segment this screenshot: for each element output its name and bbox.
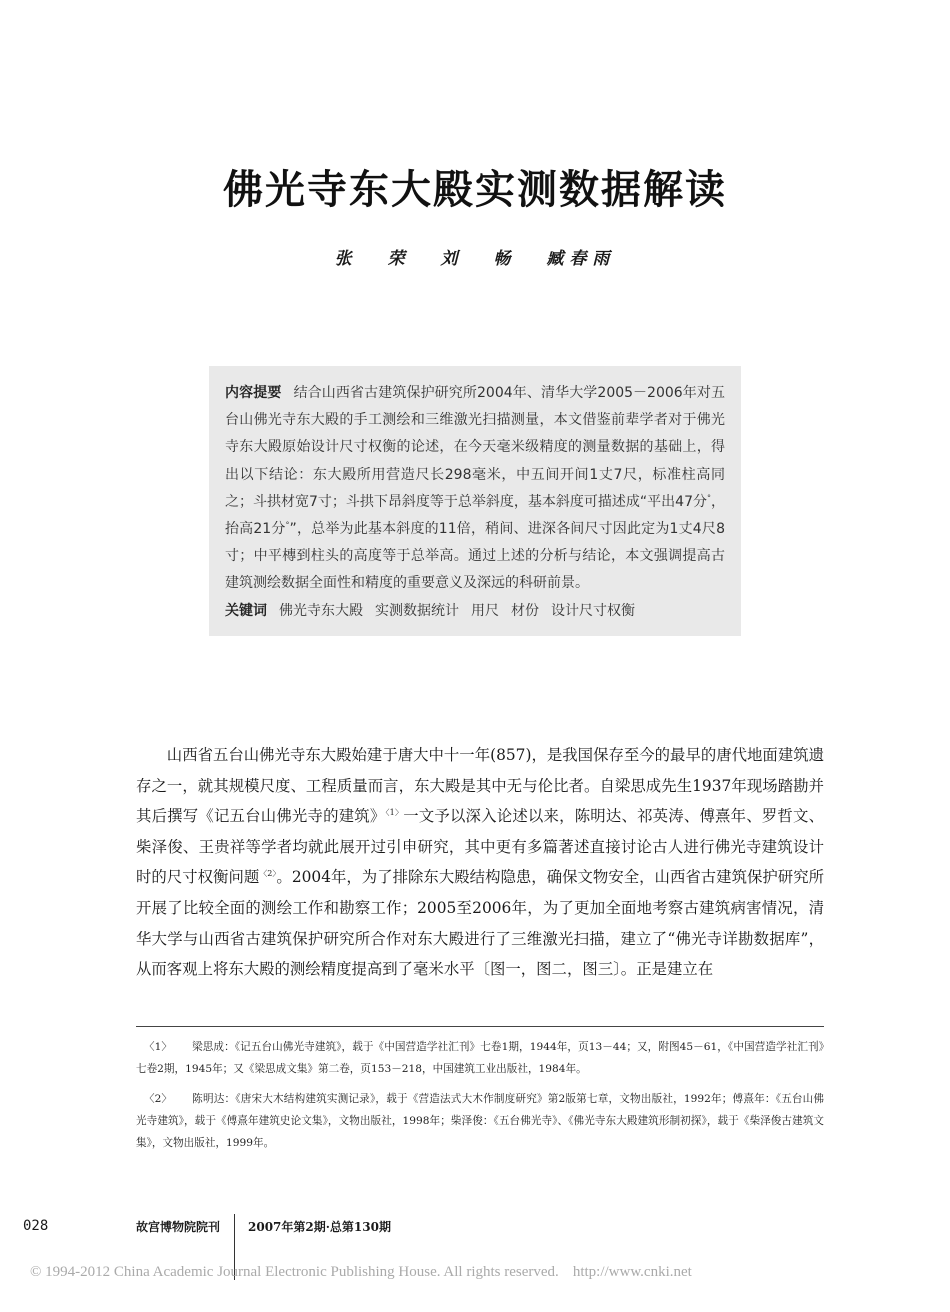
footnote-text: 陈明达：《唐宋大木结构建筑实测记录》，载于《营造法式大木作制度研究》第2版第七章，文物出版社，1992年；傅熹年：《五台山佛光寺建筑》，载于《傅熹年建筑史论文集》，文物出版社，1998年；柴泽俊：《五台佛光寺》、《佛光寺东大殿建筑形制初探》，载于《柴泽俊古建筑文集》，文物出版社，1999年。 xyxy=(136,1093,824,1149)
footnote-ref-1[interactable]: 〈1〉 xyxy=(385,808,404,818)
keyword: 材份 xyxy=(511,602,539,619)
footnote-1 xyxy=(136,1036,824,1080)
keyword: 设计尺寸权衡 xyxy=(551,602,635,619)
keywords-label: 关键词 xyxy=(225,602,267,619)
abstract-text-3: ”，总举为此基本斜度的11倍，稍间、进深各间尺寸因此定为1丈4尺8寸；中平槫到柱头的高度等于总举高。通过上述的分析与结论，本文强调提高古建筑测绘数据全面性和精度的重要意义及深远的科研前景。 xyxy=(225,521,725,592)
journal-name: 故宫博物院院刊 xyxy=(136,1220,221,1234)
footnote-divider xyxy=(136,1026,824,1027)
abstract-label: 内容提要 xyxy=(225,385,282,401)
footnote-text: 梁思成：《记五台山佛光寺建筑》，载于《中国营造学社汇刊》七卷1期，1944年，页13－44；又，附图45－61，《中国营造学社汇刊》七卷2期，1945年；又《梁思成文集》第二卷，页153－218，中国建筑工业出版社，1984年。 xyxy=(136,1041,824,1075)
body-paragraph xyxy=(136,740,824,985)
abstract-text-2: ，抬高21分 xyxy=(225,493,726,538)
keyword: 佛光寺东大殿 xyxy=(279,602,363,619)
footnote-number: 〈1〉 xyxy=(144,1041,172,1053)
body-text-part-1: 山西省五台山佛光寺东大殿始建于唐大中十一年(857)，是我国保存至今的最早的唐代地面建筑遗存之一，就其规模尺度、工程质量而言，东大殿是其中无与伦比者。自梁思成先生1937年现场踏勘并其后撰写《记五台山佛光寺的建筑》 xyxy=(136,746,824,826)
abstract-text-1: 结合山西省古建筑保护研究所2004年、清华大学2005－2006年对五台山佛光寺东大殿的手工测绘和三维激光扫描测量，本文借鉴前辈学者对于佛光寺东大殿原始设计尺寸权衡的论述，在今天毫米级精度的测量数据的基础上，得出以下结论：东大殿所用营造尺长298毫米，中五间开间1丈7尺，标准柱高同之；斗拱材宽7寸；斗拱下昂斜度等于总举斜度，基本斜度可描述成“平出47分 xyxy=(225,385,726,510)
body-text-part-3: 。2004年，为了排除东大殿结构隐患，确保文物安全，山西省古建筑保护研究所开展了比较全面的测绘工作和勘察工作；2005至2006年，为了更加全面地考察古建筑病害情况，清华大学与山西省古建筑保护研究所合作对东大殿进行了三维激光扫描，建立了“佛光寺详勘数据库”，从而客观上将东大殿的测绘精度提高到了毫米水平〔图一，图二，图三〕。正是建立在 xyxy=(136,868,824,979)
footnote-ref-2[interactable]: 〈2〉 xyxy=(259,869,277,879)
article-authors: 张 荣 刘 畅 臧春雨 xyxy=(334,249,616,269)
abstract-sup-1: ° xyxy=(707,493,711,503)
footnote-number: 〈2〉 xyxy=(144,1093,172,1105)
copyright-text: © 1994-2012 China Academic Journal Electronic Publishing House. All rights reserved. xyxy=(30,1264,559,1280)
copyright-notice xyxy=(30,1264,692,1281)
journal-issue: 2007年第2期·总第130期 xyxy=(248,1220,391,1234)
keyword: 用尺 xyxy=(471,602,499,619)
body-text-part-2: 一文予以深入论述以来，陈明达、祁英涛、傅熹年、罗哲文、柴泽俊、王贵祥等学者均就此展开过引申研究，其中更有多篇著述直接讨论古人进行佛光寺建筑设计时的尺寸权衡问题 xyxy=(136,807,824,887)
abstract-box xyxy=(209,366,741,636)
copyright-url[interactable]: http://www.cnki.net xyxy=(572,1264,692,1280)
footnote-2 xyxy=(136,1088,824,1154)
article-title: 佛光寺东大殿实测数据解读 xyxy=(223,167,727,213)
page-number: 028 xyxy=(23,1218,49,1234)
keyword: 实测数据统计 xyxy=(375,602,459,619)
abstract-sup-2: ° xyxy=(285,520,290,530)
